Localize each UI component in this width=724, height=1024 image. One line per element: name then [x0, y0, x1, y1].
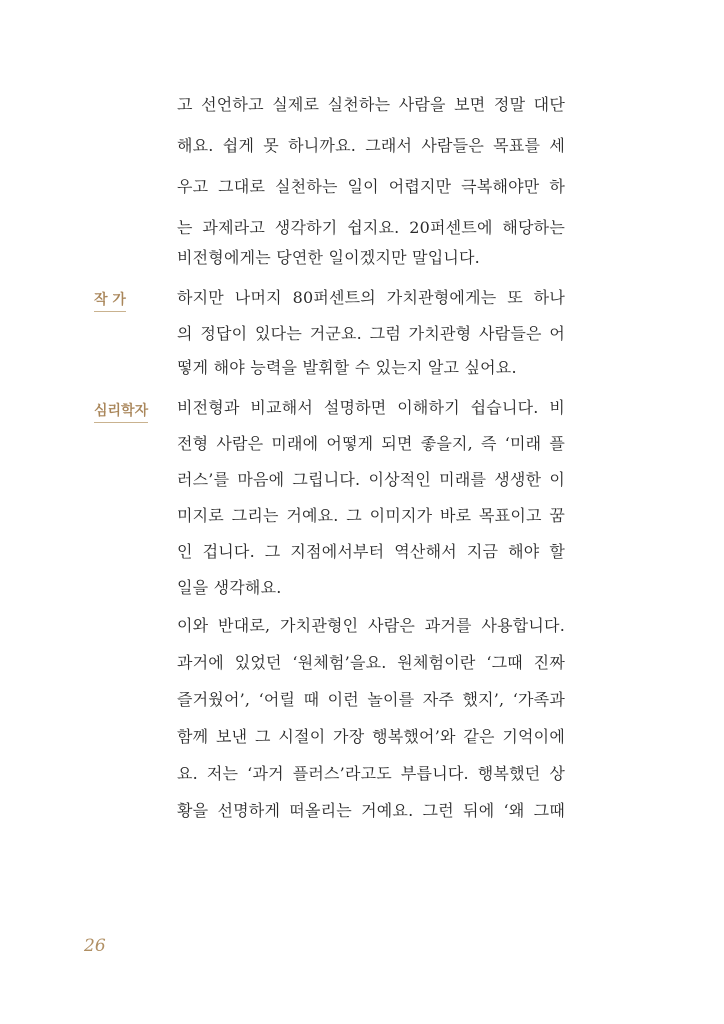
text-line: 전형 사람은 미래에 어떻게 되면 좋을지, 즉 ‘미래 플 — [177, 434, 565, 453]
text-line: 인 겁니다. 그 지점에서부터 역산해서 지금 해야 할 — [177, 542, 565, 561]
text-line: 즐거웠어’, ‘어릴 때 이런 놀이를 자주 했지’, ‘가족과 — [177, 690, 565, 709]
text-line: 는 과제라고 생각하기 쉽지요. 20퍼센트에 해당하는 — [177, 218, 565, 237]
page-number: 26 — [84, 936, 106, 956]
text-line: 일을 생각해요. — [177, 578, 282, 597]
text-line: 과거에 있었던 ‘원체험’을요. 원체험이란 ‘그때 진짜 — [177, 653, 565, 672]
text-line: 이와 반대로, 가치관형인 사람은 과거를 사용합니다. — [177, 616, 565, 635]
text-line: 하지만 나머지 80퍼센트의 가치관형에게는 또 하나 — [177, 288, 565, 307]
text-line: 떻게 해야 능력을 발휘할 수 있는지 알고 싶어요. — [177, 358, 517, 377]
text-line: 비전형과 비교해서 설명하면 이해하기 쉽습니다. 비 — [177, 398, 565, 417]
speaker-label-text: 작 가 — [94, 290, 126, 312]
text-line: 고 선언하고 실제로 실천하는 사람을 보면 정말 대단 — [177, 95, 565, 114]
text-line: 러스’를 마음에 그립니다. 이상적인 미래를 생생한 이 — [177, 470, 565, 489]
text-line: 우고 그대로 실천하는 일이 어렵지만 극복해야만 하 — [177, 177, 565, 196]
text-line: 해요. 쉽게 못 하니까요. 그래서 사람들은 목표를 세 — [177, 136, 565, 155]
text-line: 요. 저는 ‘과거 플러스’라고도 부릅니다. 행복했던 상 — [177, 764, 565, 783]
speaker-label-psychologist — [94, 393, 148, 429]
text-line: 비전형에게는 당연한 일이겠지만 말입니다. — [177, 248, 480, 267]
text-line: 미지로 그리는 거예요. 그 이미지가 바로 목표이고 꿈 — [177, 506, 565, 525]
speaker-label-text: 심리학자 — [94, 401, 148, 423]
text-line: 의 정답이 있다는 거군요. 그럼 가치관형 사람들은 어 — [177, 324, 565, 343]
speaker-label-author — [94, 282, 126, 318]
text-line: 황을 선명하게 떠올리는 거예요. 그런 뒤에 ‘왜 그때 — [177, 801, 565, 820]
text-line: 함께 보낸 그 시절이 가장 행복했어’와 같은 기억이에 — [177, 727, 565, 746]
